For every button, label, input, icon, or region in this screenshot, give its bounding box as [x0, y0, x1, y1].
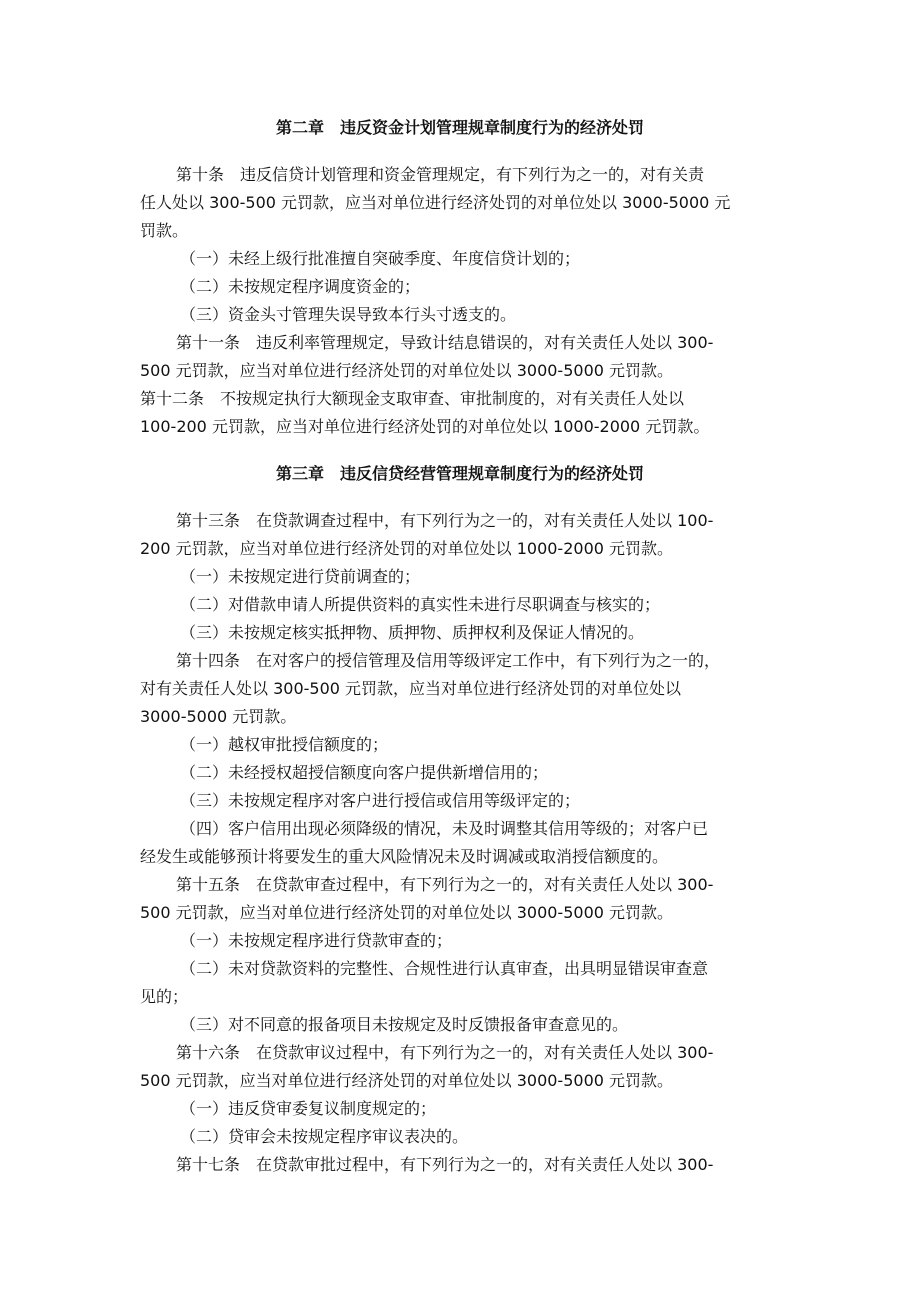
article-13-line-1 [176, 511, 816, 531]
article-10-line-3: 罚款。 [140, 221, 189, 240]
article-15-text-1: 在贷款审查过程中，有下列行为之一的，对有关责任人处以 300- [256, 875, 714, 894]
article-16-item-2: （二）贷审会未按规定程序审议表决的。 [180, 1127, 469, 1146]
article-12-label: 第十二条 [140, 389, 205, 408]
article-14-item-3: （三）未按规定程序对客户进行授信或信用等级评定的； [180, 791, 581, 810]
article-15-item-2-line-2: 见的； [140, 987, 189, 1006]
article-13-item-2: （二）对借款申请人所提供资料的真实性未进行尽职调查与核实的； [180, 595, 661, 614]
article-17-text-1: 在贷款审批过程中，有下列行为之一的，对有关责任人处以 300- [256, 1155, 714, 1174]
article-15-line-1 [176, 875, 816, 895]
article-10-item-3: （三）资金头寸管理失误导致本行头寸透支的。 [180, 305, 517, 324]
article-15-label: 第十五条 [176, 875, 241, 894]
article-14-item-2: （二）未经授权超授信额度向客户提供新增信用的； [180, 763, 549, 782]
article-13-item-3: （三）未按规定核实抵押物、质押物、质押权利及保证人情况的。 [180, 623, 645, 642]
article-16-text-1: 在贷款审议过程中，有下列行为之一的，对有关责任人处以 300- [256, 1043, 714, 1062]
article-10-line-1 [176, 165, 816, 185]
article-12-line-1 [140, 389, 780, 409]
article-14-line-3: 3000-5000 元罚款。 [140, 707, 297, 726]
article-11-text-1: 违反利率管理规定，导致计结息错误的，对有关责任人处以 300- [256, 333, 714, 352]
article-14-line-2: 对有关责任人处以 300-500 元罚款，应当对单位进行经济处罚的对单位处以 [140, 679, 682, 698]
article-16-label: 第十六条 [176, 1043, 241, 1062]
article-16-line-2: 500 元罚款，应当对单位进行经济处罚的对单位处以 3000-5000 元罚款。 [140, 1071, 674, 1090]
article-10-item-1: （一）未经上级行批准擅自突破季度、年度信贷计划的； [180, 249, 581, 268]
article-10-item-2: （二）未按规定程序调度资金的； [180, 277, 421, 296]
article-15-item-3: （三）对不同意的报备项目未按规定及时反馈报备审查意见的。 [180, 1015, 629, 1034]
article-15-line-2: 500 元罚款，应当对单位进行经济处罚的对单位处以 3000-5000 元罚款。 [140, 903, 674, 922]
article-17-line-1 [176, 1155, 816, 1175]
article-12-text-1: 不按规定执行大额现金支取审查、审批制度的，对有关责任人处以 [220, 389, 685, 408]
article-11-label: 第十一条 [176, 333, 241, 352]
article-10-text-1: 违反信贷计划管理和资金管理规定，有下列行为之一的，对有关责 [240, 165, 705, 184]
chapter-2-heading: 第二章 违反资金计划管理规章制度行为的经济处罚 [275, 118, 644, 137]
article-15-item-1: （一）未按规定程序进行贷款审查的； [180, 931, 453, 950]
article-13-line-2: 200 元罚款，应当对单位进行经济处罚的对单位处以 1000-2000 元罚款。 [140, 539, 674, 558]
article-17-label: 第十七条 [176, 1155, 241, 1174]
article-11-line-2: 500 元罚款，应当对单位进行经济处罚的对单位处以 3000-5000 元罚款。 [140, 361, 674, 380]
article-14-text-1: 在对客户的授信管理及信用等级评定工作中，有下列行为之一的， [256, 651, 721, 670]
article-11-line-1 [176, 333, 816, 353]
article-14-item-4-line-1: （四）客户信用出现必须降级的情况，未及时调整其信用等级的；对客户已 [180, 819, 709, 838]
article-10-label: 第十条 [176, 165, 225, 184]
article-13-text-1: 在贷款调查过程中，有下列行为之一的，对有关责任人处以 100- [256, 511, 714, 530]
chapter-3-heading: 第三章 违反信贷经营管理规章制度行为的经济处罚 [275, 464, 644, 483]
article-14-line-1 [176, 651, 816, 671]
article-10-line-2: 任人处以 300-500 元罚款，应当对单位进行经济处罚的对单位处以 3000-5000 元 [140, 193, 731, 212]
article-14-item-4-line-2: 经发生或能够预计将要发生的重大风险情况未及时调减或取消授信额度的。 [140, 847, 669, 866]
article-15-item-2-line-1: （二）未对贷款资料的完整性、合规性进行认真审查，出具明显错误审查意 [180, 959, 709, 978]
article-13-item-1: （一）未按规定进行贷前调查的； [180, 567, 421, 586]
article-16-line-1 [176, 1043, 816, 1063]
article-14-item-1: （一）越权审批授信额度的； [180, 735, 389, 754]
article-13-label: 第十三条 [176, 511, 241, 530]
article-14-label: 第十四条 [176, 651, 241, 670]
article-12-line-2: 100-200 元罚款，应当对单位进行经济处罚的对单位处以 1000-2000 元罚款。 [140, 417, 710, 436]
article-16-item-1: （一）违反贷审委复议制度规定的； [180, 1099, 437, 1118]
